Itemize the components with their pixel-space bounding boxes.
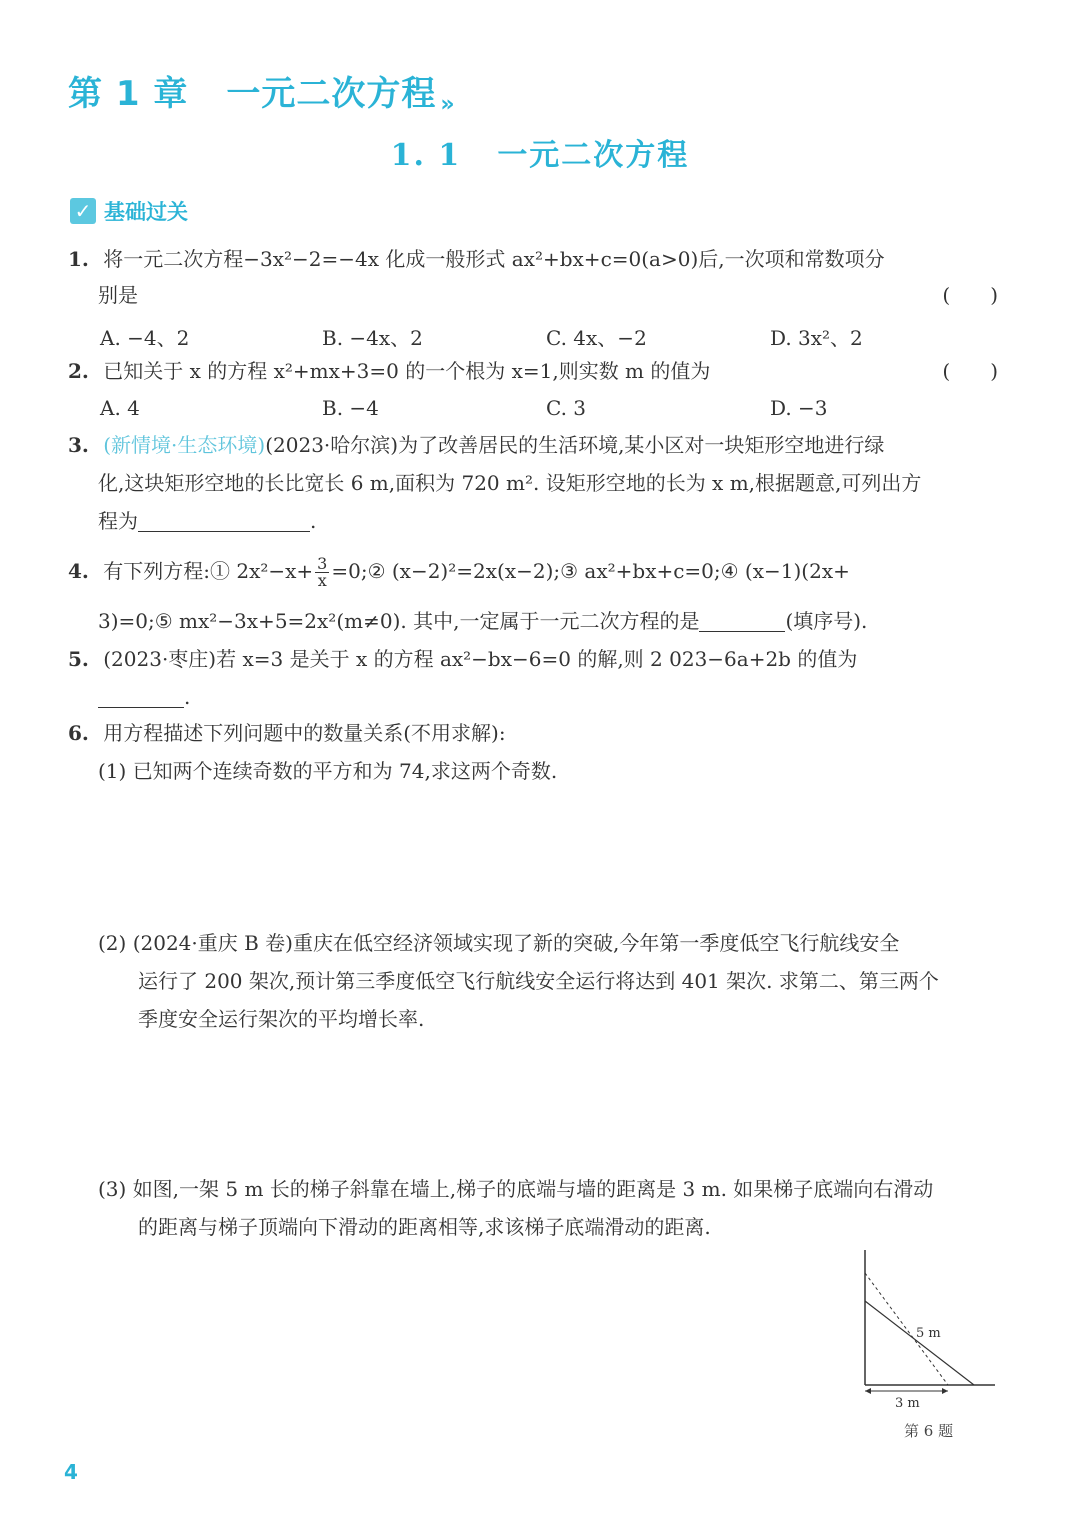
- page-number: 4: [64, 1460, 78, 1484]
- q5-period: .: [184, 685, 191, 709]
- q4-fraction: [315, 556, 329, 589]
- q4-number: 4.: [68, 559, 89, 583]
- q1-text2: 别是: [98, 283, 138, 307]
- section-number: 1. 1: [390, 138, 462, 173]
- q3-line3: [98, 506, 316, 536]
- basics-badge: [70, 196, 188, 226]
- q6-number: 6.: [68, 721, 89, 745]
- q5-line2: [98, 682, 190, 712]
- q4-text2b: (填序号).: [785, 609, 868, 633]
- q6-part2-line2: 运行了 200 架次,预计第三季度低空飞行航线安全运行将达到 401 架次. 求第二、第三两个: [138, 969, 939, 993]
- q2-answer-paren[interactable]: ( ): [942, 359, 998, 383]
- q2-line1: [68, 356, 998, 386]
- q1-answer-paren[interactable]: ( ): [942, 283, 998, 307]
- chapter-title: 一元二次方程: [226, 74, 437, 114]
- q4-frac-top: 3: [317, 554, 328, 573]
- ladder-length-label: 5 m: [916, 1326, 941, 1341]
- q1-number: 1.: [68, 247, 89, 271]
- q4-answer-blank[interactable]: [699, 609, 785, 632]
- q2-text1: 已知关于 x 的方程 x²+mx+3=0 的一个根为 x=1,则实数 m 的值为: [103, 359, 711, 383]
- q1-option-a[interactable]: A. −4、2: [100, 326, 190, 350]
- q4-line2: [98, 606, 867, 636]
- q6-part2-line3: 季度安全运行架次的平均增长率.: [138, 1007, 425, 1031]
- q4-text2a: 3)=0;⑤ mx²−3x+5=2x²(m≠0). 其中,一定属于一元二次方程的是: [98, 609, 700, 633]
- chapter-heading: [68, 66, 456, 117]
- q3-text1: (2023·哈尔滨)为了改善居民的生活环境,某小区对一块矩形空地进行绿: [265, 433, 885, 457]
- q1-option-b[interactable]: B. −4x、2: [322, 326, 423, 350]
- q2-option-b[interactable]: B. −4: [322, 396, 379, 420]
- section-heading: [0, 130, 1080, 174]
- q3-number: 3.: [68, 433, 89, 457]
- q2-option-a[interactable]: A. 4: [100, 396, 140, 420]
- q6-part1: (1) 已知两个连续奇数的平方和为 74,求这两个奇数.: [98, 759, 558, 783]
- chevron-right-icon: »: [440, 92, 456, 117]
- q5-answer-blank[interactable]: [98, 685, 184, 708]
- ladder-slid-line: [865, 1301, 974, 1385]
- badge-label: 基础过关: [104, 200, 188, 224]
- q5-line1: [68, 644, 857, 674]
- arrow-left-icon: [865, 1388, 871, 1394]
- chapter-number: 第 1 章: [68, 74, 189, 114]
- q2-number: 2.: [68, 359, 89, 383]
- q3-answer-blank[interactable]: [138, 509, 310, 532]
- q4-text1b: =0;② (x−2)²=2x(x−2);③ ax²+bx+c=0;④ (x−1)(2x+: [331, 559, 850, 583]
- q6-part3-line2: 的距离与梯子顶端向下滑动的距离相等,求该梯子底端滑动的距离.: [138, 1215, 711, 1239]
- q6-intro-text: 用方程描述下列问题中的数量关系(不用求解):: [103, 721, 506, 745]
- q1-line2: [98, 280, 998, 310]
- q6-part2-line1: (2) (2024·重庆 B 卷)重庆在低空经济领域实现了新的突破,今年第一季度低空飞行航线安全: [98, 931, 900, 955]
- figure-caption: 第 6 题: [904, 1422, 954, 1440]
- q5-number: 5.: [68, 647, 89, 671]
- q1-option-d[interactable]: D. 3x²、2: [770, 326, 863, 350]
- q1-line1: [68, 244, 885, 274]
- q5-text1: (2023·枣庄)若 x=3 是关于 x 的方程 ax²−bx−6=0 的解,则 2 023−6a+2b 的值为: [103, 647, 858, 671]
- q1-option-c[interactable]: C. 4x、−2: [546, 326, 647, 350]
- q6-intro: [68, 718, 506, 748]
- q2-option-d[interactable]: D. −3: [770, 396, 828, 420]
- q3-text3: 程为: [98, 509, 138, 533]
- base-length-label: 3 m: [895, 1396, 920, 1411]
- q3-context-tag: (新情境·生态环境): [103, 433, 266, 457]
- q3-line2: 化,这块矩形空地的长比宽长 6 m,面积为 720 m². 设矩形空地的长为 x m,根据题意,可列出方: [98, 471, 922, 495]
- arrow-right-icon: [942, 1388, 948, 1394]
- q4-frac-bottom: x: [317, 571, 327, 590]
- checkbox-icon: ✓: [70, 198, 96, 224]
- q4-line1: [68, 556, 850, 589]
- ladder-figure: [840, 1245, 1000, 1420]
- q2-option-c[interactable]: C. 3: [546, 396, 587, 420]
- section-title: 一元二次方程: [497, 138, 690, 173]
- q4-text1a: 有下列方程:① 2x²−x+: [103, 559, 314, 583]
- q6-part3-line1: (3) 如图,一架 5 m 长的梯子斜靠在墙上,梯子的底端与墙的距离是 3 m. 如果梯子底端向右滑动: [98, 1177, 934, 1201]
- q3-period: .: [310, 509, 317, 533]
- q3-line1: [68, 430, 884, 460]
- q1-text1: 将一元二次方程−3x²−2=−4x 化成一般形式 ax²+bx+c=0(a>0)后,一次项和常数项分: [103, 247, 885, 271]
